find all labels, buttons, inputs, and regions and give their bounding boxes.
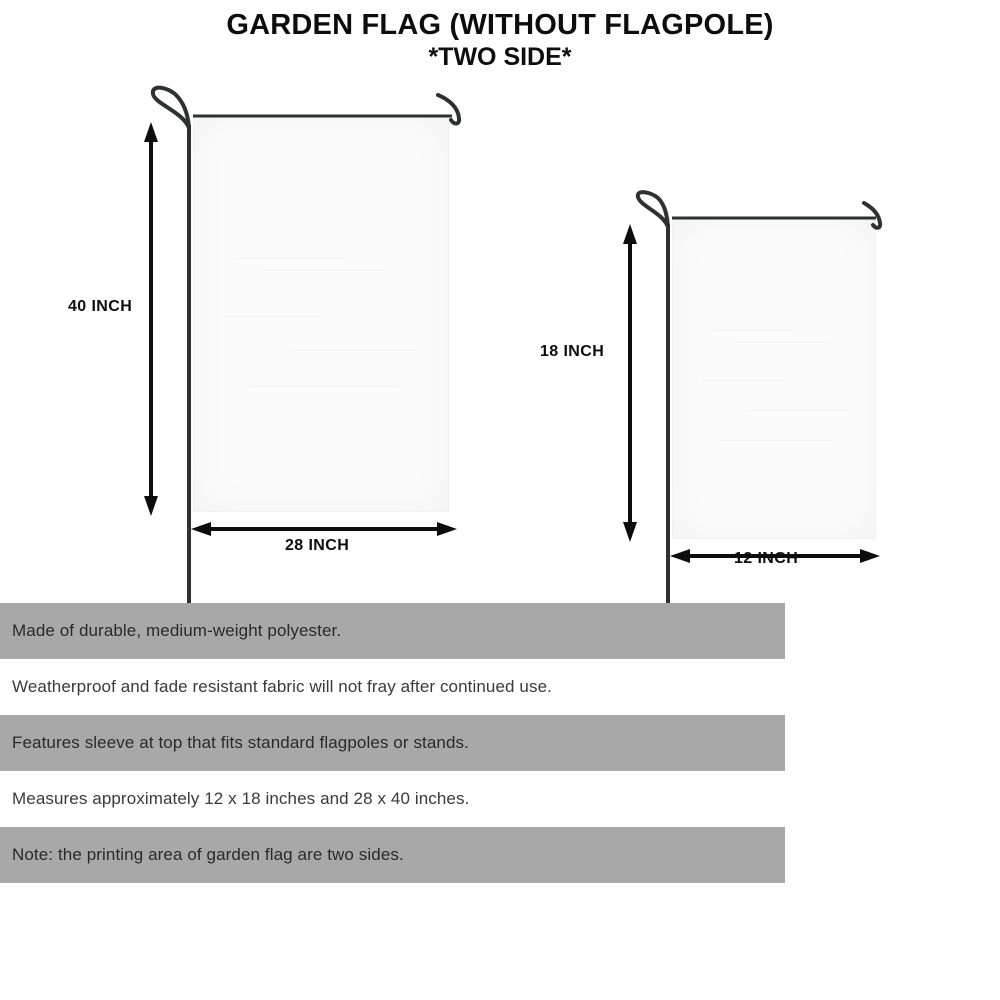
arrowhead-up [144, 122, 158, 142]
arrowhead-right [437, 522, 457, 536]
large-flag-height-label: 40 INCH [68, 298, 133, 315]
small-flag-hook-icon [864, 203, 880, 228]
small-flag-height-label: 18 INCH [540, 343, 605, 360]
arrowhead-left [670, 549, 690, 563]
feature-text: Made of durable, medium-weight polyester. [12, 621, 342, 640]
large-flag-hook-icon [438, 95, 459, 124]
title-main: GARDEN FLAG (WITHOUT FLAGPOLE) [226, 9, 774, 41]
feature-text: Note: the printing area of garden flag are two sides. [12, 845, 404, 864]
arrowhead-right [860, 549, 880, 563]
feature-text: Features sleeve at top that fits standard flagpoles or stands. [12, 733, 469, 752]
list-item [0, 715, 785, 771]
feature-text: Weatherproof and fade resistant fabric will not fray after continued use. [12, 677, 552, 696]
list-item [0, 659, 785, 715]
title-subtitle: *TWO SIDE* [428, 43, 572, 71]
arrowhead-left [191, 522, 211, 536]
arrowhead-up [623, 224, 637, 244]
small-flag-pole-loop [638, 192, 668, 227]
list-item [0, 827, 785, 883]
small-flag-width-label: 12 INCH [734, 550, 799, 567]
large-flag-width-label: 28 INCH [285, 537, 350, 554]
feature-text: Measures approximately 12 x 18 inches and 28 x 40 inches. [12, 789, 470, 808]
feature-list [0, 603, 785, 883]
large-flag-pole-loop [153, 88, 189, 128]
list-item [0, 603, 785, 659]
arrowhead-down [144, 496, 158, 516]
arrowhead-down [623, 522, 637, 542]
list-item [0, 771, 785, 827]
